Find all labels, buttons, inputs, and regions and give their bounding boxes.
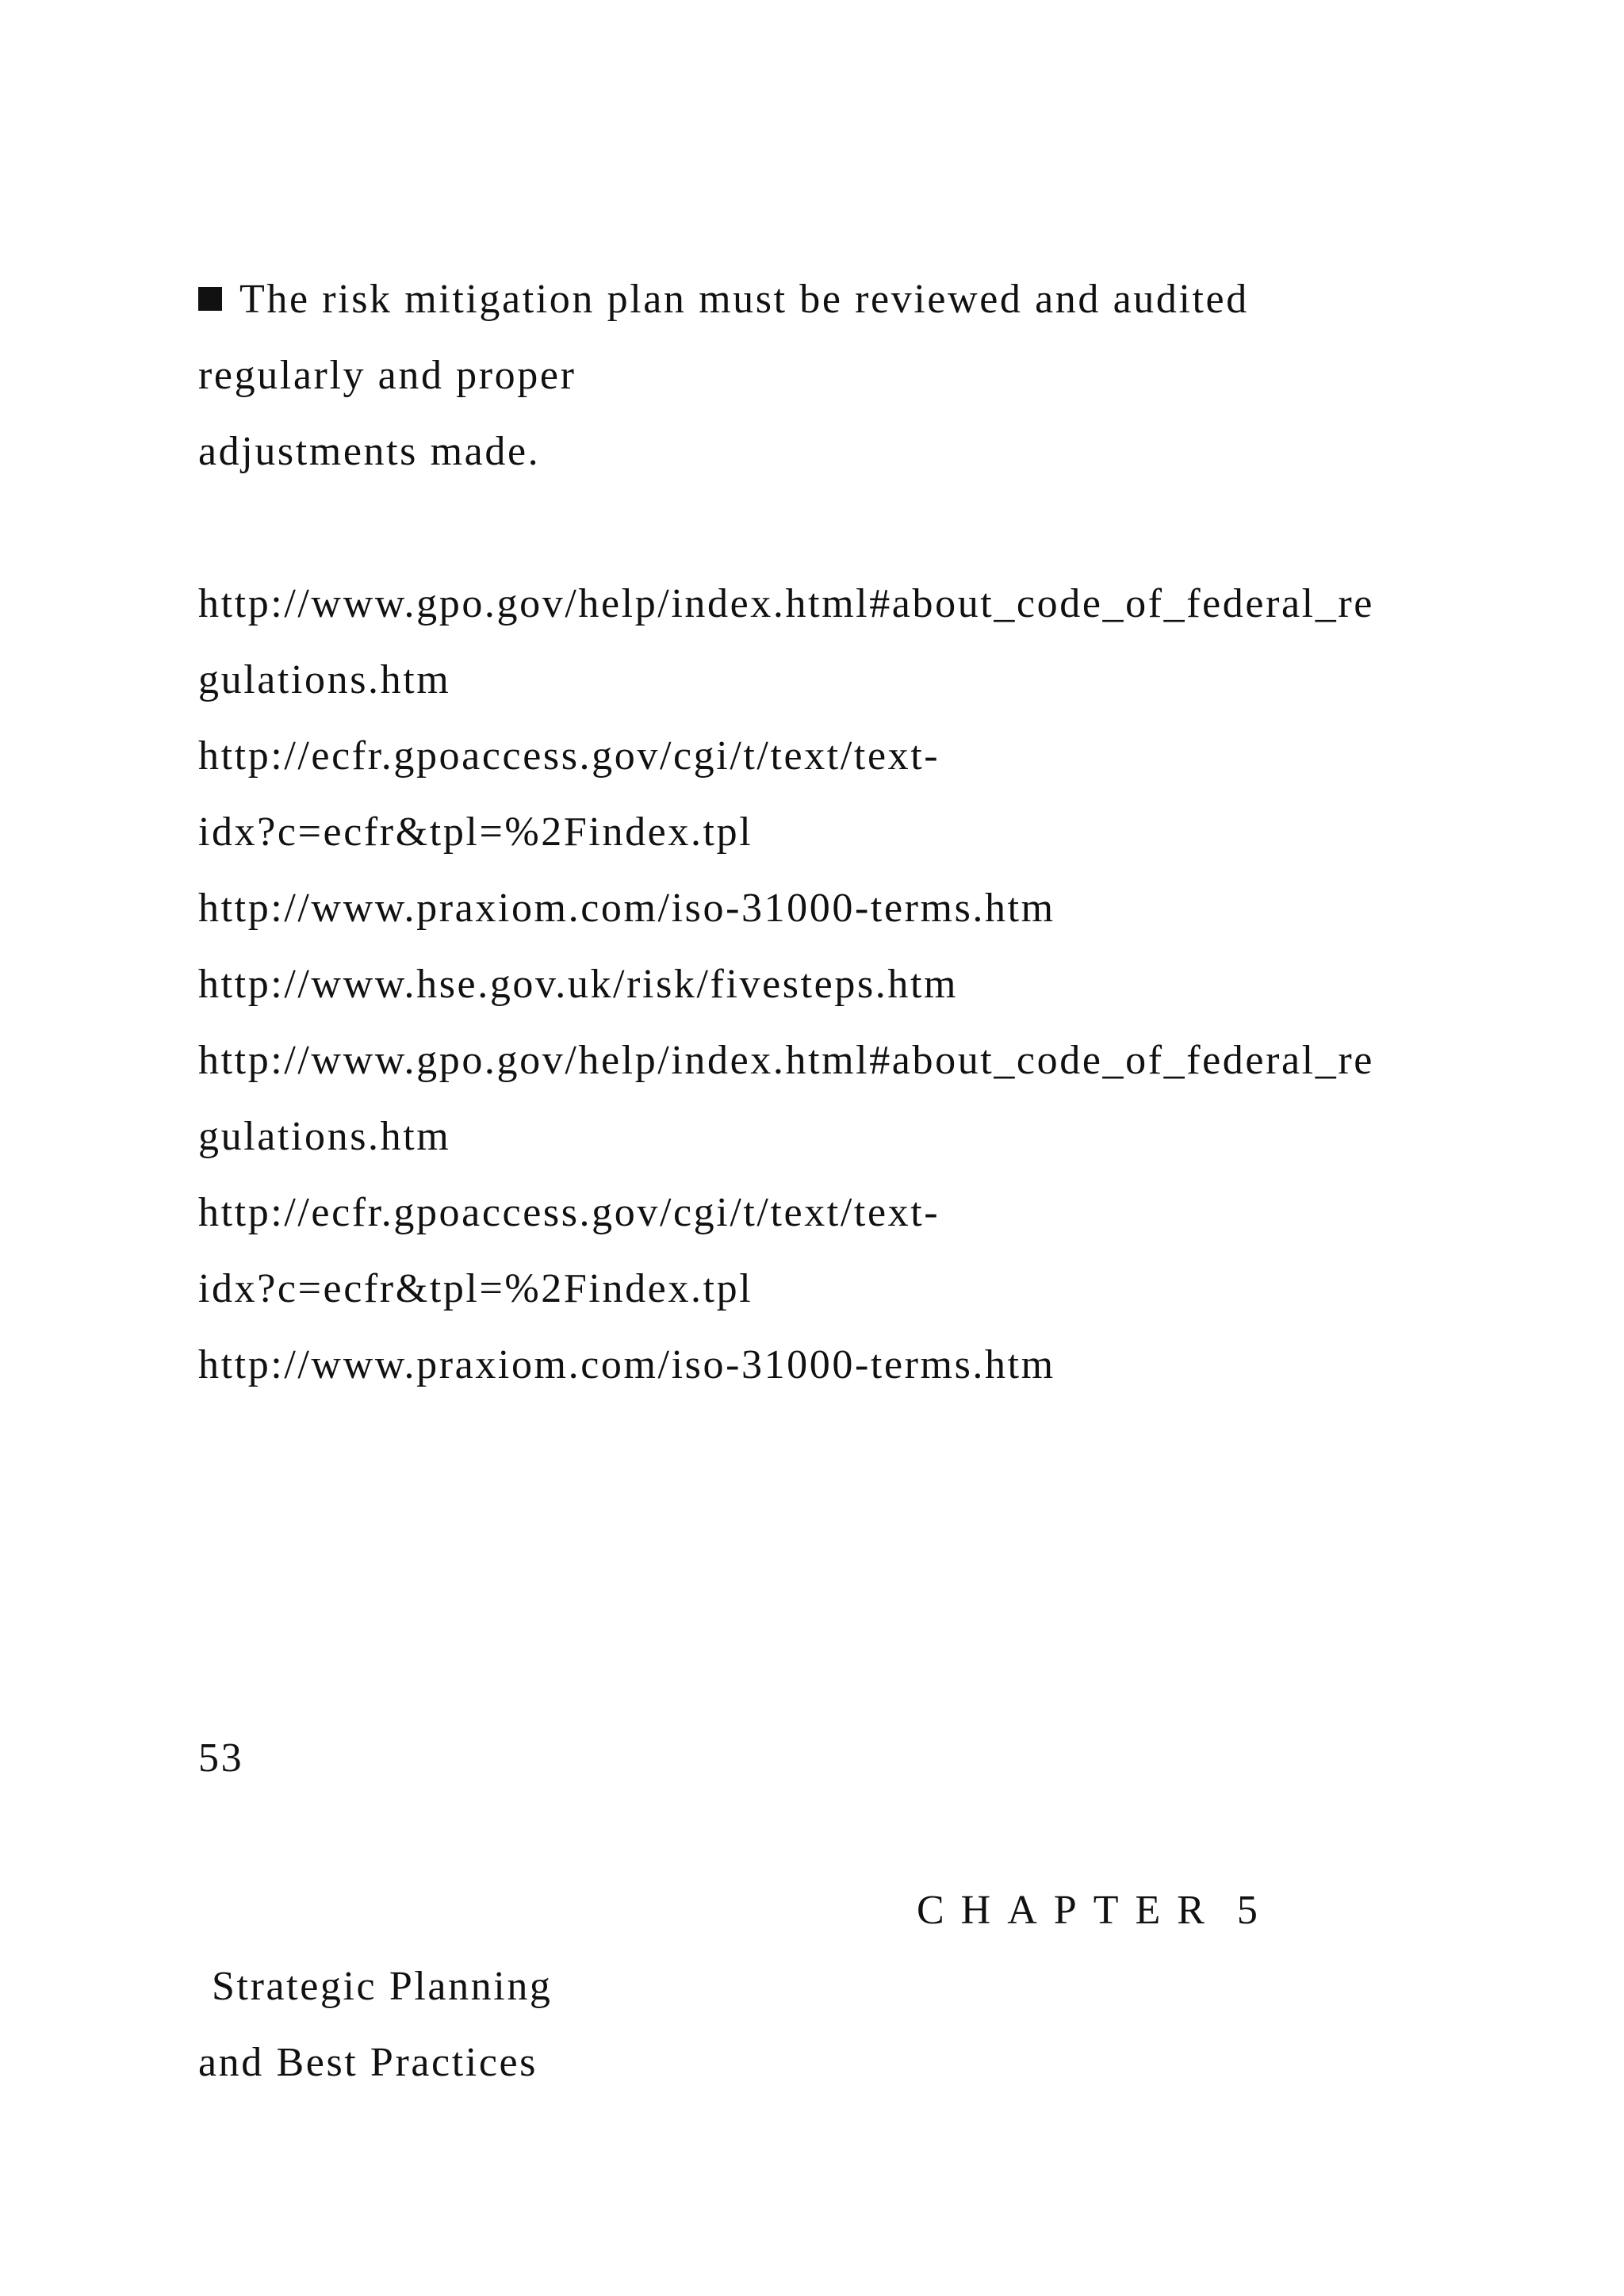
- square-bullet-icon: [198, 287, 222, 311]
- chapter-heading: [917, 1890, 1260, 1931]
- bullet-text-1: The risk mitigation plan must be reviewed and audited: [239, 277, 1249, 322]
- bullet-line-3: adjustments made.: [198, 429, 541, 474]
- reference-line-7: http://www.gpo.gov/help/index.html#about_code_of_federal_re: [198, 1038, 1374, 1083]
- reference-line-9: http://ecfr.gpoaccess.gov/cgi/t/text/text-: [198, 1190, 940, 1235]
- reference-line-6: http://www.hse.gov.uk/risk/fivesteps.htm: [198, 962, 959, 1007]
- reference-line-11: http://www.praxiom.com/iso-31000-terms.htm: [198, 1342, 1055, 1387]
- chapter-number: 5: [1236, 1888, 1260, 1933]
- bullet-line-2: regularly and proper: [198, 353, 576, 398]
- chapter-label: CHAPTER: [917, 1888, 1221, 1933]
- reference-line-10: idx?c=ecfr&tpl=%2Findex.tpl: [198, 1266, 753, 1311]
- reference-line-5: http://www.praxiom.com/iso-31000-terms.htm: [198, 886, 1055, 931]
- bullet-line-1: [198, 279, 1249, 320]
- chapter-title-line-1: Strategic Planning: [212, 1964, 553, 2009]
- reference-line-4: idx?c=ecfr&tpl=%2Findex.tpl: [198, 809, 753, 855]
- page-number: 53: [198, 1735, 244, 1781]
- chapter-title-line-2: and Best Practices: [198, 2040, 538, 2085]
- reference-line-8: gulations.htm: [198, 1114, 451, 1159]
- reference-line-1: http://www.gpo.gov/help/index.html#about_code_of_federal_re: [198, 581, 1374, 626]
- reference-line-2: gulations.htm: [198, 657, 451, 702]
- reference-line-3: http://ecfr.gpoaccess.gov/cgi/t/text/text-: [198, 733, 940, 779]
